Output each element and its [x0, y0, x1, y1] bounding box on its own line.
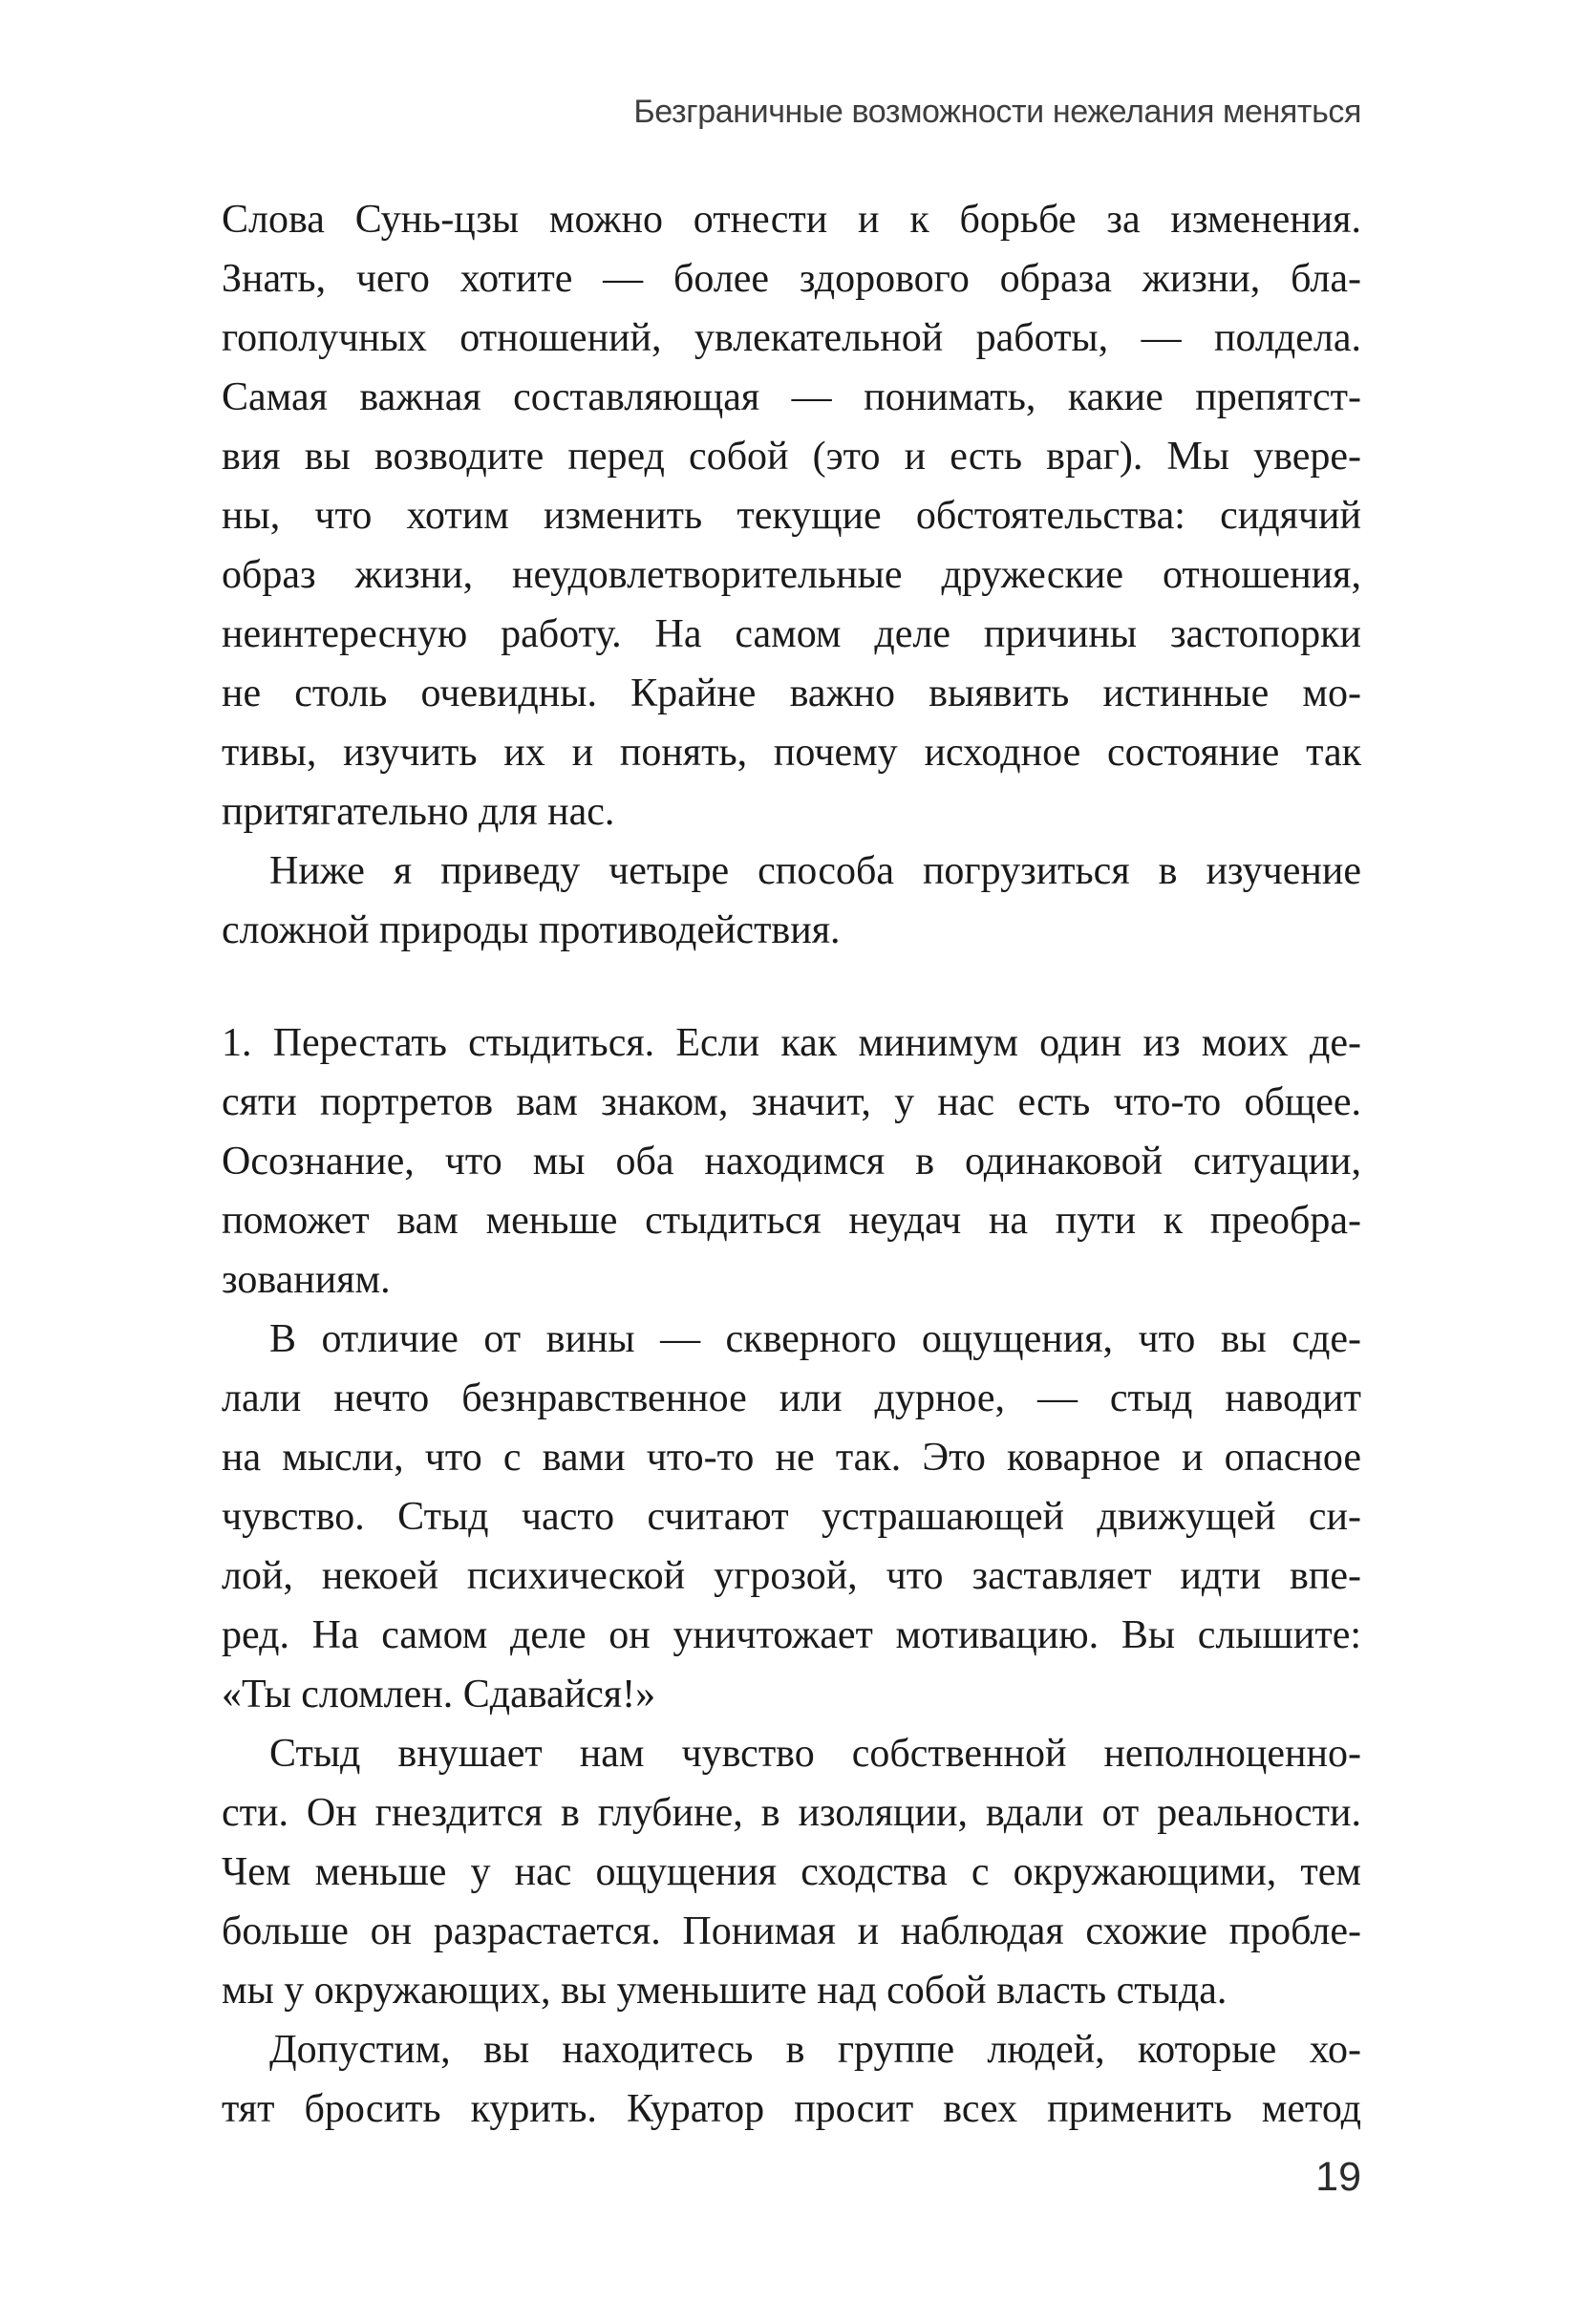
body-line: притягательно для нас. [222, 790, 615, 834]
body-line: Самая важная составляющая — понимать, какие препятст- [222, 375, 1361, 419]
body-line: сложной природы противодействия. [222, 908, 841, 952]
body-line: поможет вам меньше стыдиться неудач на пути к преобра- [222, 1199, 1361, 1243]
body-line: больше он разрастается. Понимая и наблюдая схожие пробле- [222, 1909, 1361, 1953]
body-line: гополучных отношений, увлекательной работы, — полдела. [222, 316, 1361, 360]
body-line: сяти портретов вам знаком, значит, у нас есть что-то общее. [222, 1080, 1361, 1124]
body-line: тят бросить курить. Куратор просит всех применить метод [222, 2087, 1361, 2131]
body-line: Чем меньше у нас ощущения сходства с окружающими, тем [222, 1850, 1361, 1894]
running-head: Безграничные возможности нежелания меняться [633, 94, 1361, 130]
body-line: мы у окружающих, вы уменьшите над собой власть стыда. [222, 1969, 1228, 2013]
paragraph [222, 1724, 1361, 2020]
body-line: Ниже я приведу четыре способа погрузиться в изучение [269, 849, 1361, 893]
body-line: ред. На самом деле он уничтожает мотивацию. Вы слышите: [222, 1613, 1361, 1657]
body-line: чувство. Стыд часто считают устрашающей движущей си- [222, 1495, 1361, 1539]
body-line: Стыд внушает нам чувство собственной неполноценно- [269, 1732, 1361, 1776]
body-line: неинтересную работу. На самом деле причины застопорки [222, 612, 1361, 656]
body-line: лали нечто безнравственное или дурное, — стыд наводит [222, 1376, 1361, 1420]
body-line: тивы, изучить их и понять, почему исходное состояние так [222, 731, 1361, 775]
body-line: 1. Перестать стыдиться. Если как минимум один из моих де- [222, 1021, 1361, 1065]
paragraph [222, 842, 1361, 960]
paragraph [222, 2020, 1361, 2139]
body-line: на мысли, что с вами что-то не так. Это коварное и опасное [222, 1436, 1361, 1480]
paragraph [222, 1013, 1361, 1310]
body-text [222, 190, 1361, 2139]
body-line: ны, что хотим изменить текущие обстоятельства: сидячий [222, 494, 1361, 538]
body-line: не столь очевидны. Крайне важно выявить истинные мо- [222, 672, 1361, 715]
text-column [222, 0, 1361, 2139]
body-line: Слова Сунь-цзы можно отнести и к борьбе за изменения. [222, 198, 1361, 242]
body-line: лой, некоей психической угрозой, что заставляет идти впе- [222, 1554, 1361, 1598]
body-line: Осознание, что мы оба находимся в одинаковой ситуации, [222, 1140, 1361, 1183]
body-line: В отличие от вины — скверного ощущения, что вы сде- [269, 1317, 1361, 1361]
paragraph [222, 190, 1361, 842]
body-line: «Ты сломлен. Сдавайся!» [222, 1673, 656, 1716]
body-line: вия вы возводите перед собой (это и есть враг). Мы увере- [222, 435, 1361, 479]
page-number: 19 [1315, 2154, 1361, 2200]
body-line: Знать, чего хотите — более здорового образа жизни, бла- [222, 257, 1361, 301]
body-line: образ жизни, неудовлетворительные дружеские отношения, [222, 553, 1361, 597]
body-line: сти. Он гнездится в глубине, в изоляции, вдали от реальности. [222, 1791, 1361, 1835]
paragraph [222, 1310, 1361, 1724]
body-line: зованиям. [222, 1258, 391, 1302]
body-line: Допустим, вы находитесь в группе людей, которые хо- [269, 2028, 1361, 2072]
